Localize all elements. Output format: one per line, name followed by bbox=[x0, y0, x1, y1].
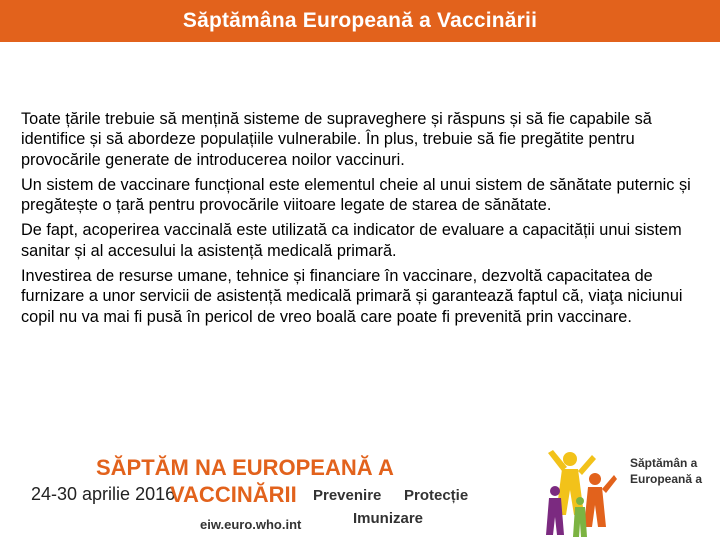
tag-immunization: Imunizare bbox=[353, 510, 424, 527]
campaign-url: eiw.euro.who.int bbox=[200, 517, 302, 532]
body-text bbox=[21, 109, 701, 332]
title-bar bbox=[0, 0, 720, 42]
campaign-logo-icon bbox=[540, 445, 620, 540]
paragraph-2: Un sistem de vaccinare funcțional este elementul cheie al unui sistem de sănătate puternic și pregătește o țară pentru provocările viitoare legate de starea de sănătate. bbox=[21, 175, 691, 215]
campaign-title-line2: VACCINĂRII bbox=[170, 482, 297, 507]
tag-protection: Protecție bbox=[404, 487, 469, 504]
paragraph-3: De fapt, acoperirea vaccinală este utilizată ca indicator de evaluare a capacității unui sistem sanitar și al accesului la asistență medicală primară. bbox=[21, 221, 682, 260]
paragraph-4: Investirea de resurse umane, tehnice și financiare în vaccinare, dezvoltă capacitatea de furnizare a unor servicii de asistență medicală primară și garantează faptul că, viaţa niciunui copil nu va mai fi pusă în pericol de vreo boală care poate fi prevenită prin vaccinare. bbox=[21, 267, 683, 326]
campaign-banner bbox=[0, 455, 469, 535]
paragraph-1: Toate țările trebuie să mențină sisteme de supraveghere și răspuns și să fie capabile să identifice și să abordeze populațiile vulnerabile. În plus, trebuie să fie pregătite pentru provocările generate de introducerea noilor vaccinuri. bbox=[21, 110, 652, 169]
page-title: Săptămâna Europeană a Vaccinării bbox=[182, 9, 538, 32]
side-label: Săptămân a Europeană a bbox=[630, 456, 703, 486]
logo-figure-orange bbox=[584, 473, 617, 527]
tag-prevention: Prevenire bbox=[313, 487, 382, 504]
campaign-dates: 24-30 aprilie 2016 bbox=[31, 484, 176, 504]
campaign-title-line1: SĂPTĂM NA EUROPEANĂ A bbox=[96, 455, 394, 480]
